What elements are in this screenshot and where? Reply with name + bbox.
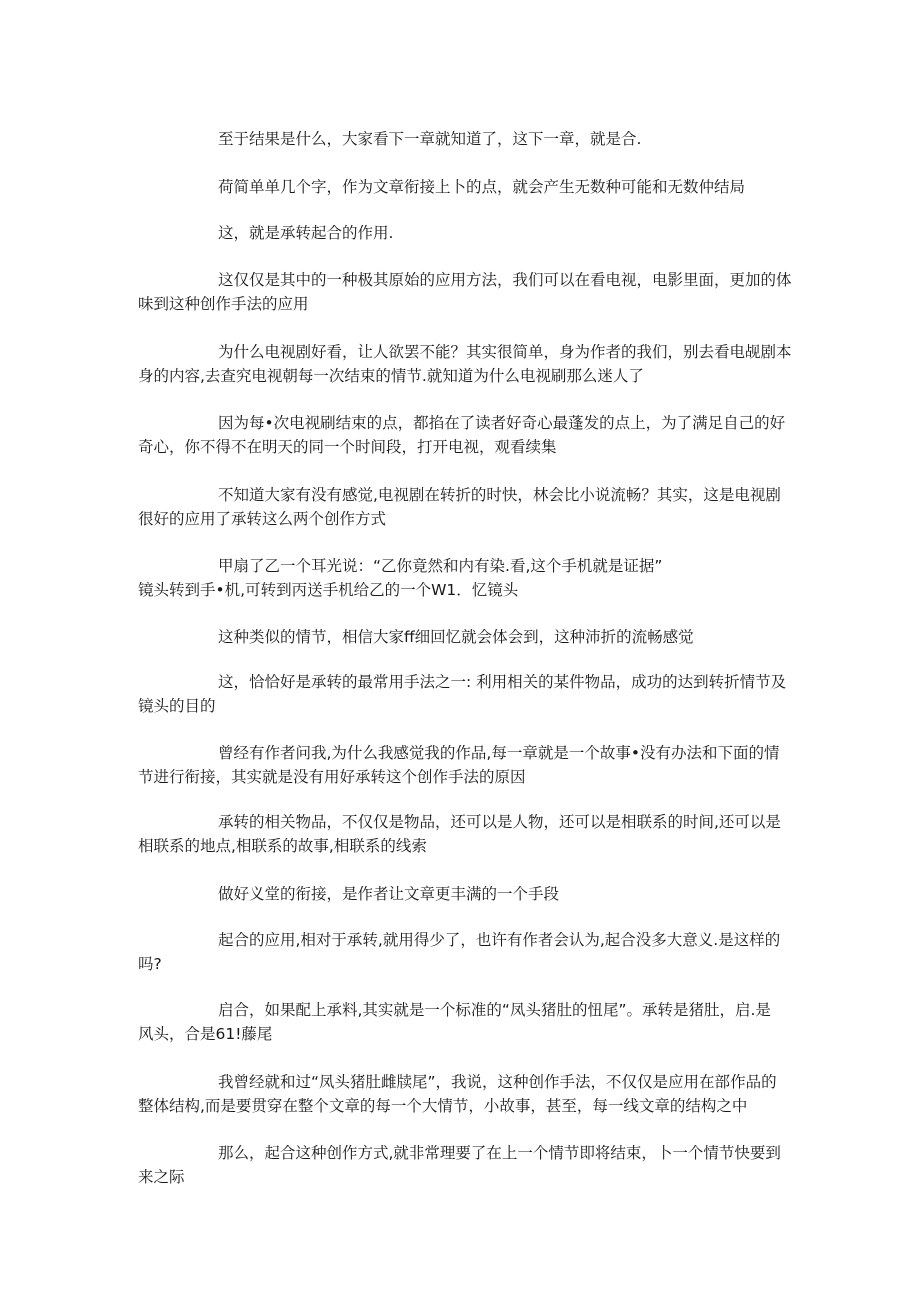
paragraph <box>138 340 792 388</box>
text-line: 那么，起合这种创作方式,就非常理要了在上一个情节即将结束，卜一个情节快要到 <box>218 1144 781 1162</box>
text-line: 奇心，你不得不在明天的同一个时间段，打开电视，观看续集 <box>138 438 557 456</box>
paragraph <box>138 810 788 858</box>
text-line: 不知道大家有没有感觉,电视剧在转折的时快，林会比小说流畅？其实，这是电视剧 <box>218 486 781 504</box>
paragraph <box>138 882 788 906</box>
text-line: 相联系的地点,相联系的故事,相联系的线索 <box>138 837 427 855</box>
paragraph <box>138 554 788 602</box>
text-line: 至于结果是什么，大家看下一章就知道了，这下一章，就是合. <box>218 130 642 148</box>
text-line: 吗? <box>138 955 162 973</box>
text-line: 甲扇了乙一个耳光说：“乙你竟然和内有染.看,这个手机就是证据” <box>218 557 663 575</box>
text-line: 味到这种创作手法的应用 <box>138 295 309 313</box>
text-line: 我曾经就和过“凤头猪肚雌牍尾”，我说，这种创作手法，不仅仅是应用在部作品的 <box>218 1073 777 1091</box>
text-line: 因为每•次电视刷结束的点，都掐在了读者好奇心最蓬发的点上，为了满足自己的好 <box>218 414 786 432</box>
text-line: 这，就是承转起合的作用. <box>218 224 394 242</box>
paragraph <box>138 411 788 459</box>
paragraph <box>138 175 788 199</box>
paragraph <box>138 625 788 649</box>
paragraph <box>138 127 788 151</box>
text-line: 很好的应用了承转这么两个创作方式 <box>138 510 387 528</box>
paragraph <box>138 1070 788 1118</box>
paragraph <box>138 670 788 718</box>
text-line: 来之际 <box>138 1168 185 1186</box>
paragraph <box>138 268 792 316</box>
paragraph <box>138 998 788 1046</box>
paragraph <box>138 1141 788 1189</box>
text-line: 这，恰恰好是承转的最常用手法之一: 利用相关的某件物品，成功的达到转折情节及 <box>218 673 787 691</box>
text-line: 做好义堂的衔接，是作者让文章更丰满的一个手段 <box>218 885 560 903</box>
text-line: 这种类似的情节，相信大家ff细回忆就会体会到，这种沛折的流畅感觉 <box>218 628 694 646</box>
paragraph <box>138 221 788 245</box>
text-line: 启合，如果配上承料,其实就是一个标准的“凤头猪肚的忸尾”。承转是猪肚，启.是 <box>218 1001 771 1019</box>
text-line: 镜头的目的 <box>138 697 216 715</box>
text-line: 曾经有作者问我,为什么我感觉我的作品,每一章就是一个故事•没有办法和下面的情 <box>218 744 780 762</box>
text-line: 身的内容,去查究电视朝每一次结束的情节.就知道为什么电视刷那么迷人了 <box>138 367 644 385</box>
paragraph <box>138 741 788 789</box>
text-line: 为什么电视剧好看，让人欲罢不能？其实很简单，身为作者的我们，别去看电觇剧本 <box>218 343 792 361</box>
text-line: 节进行衔接，其实就是没有用好承转这个创作手法的原因 <box>138 768 526 786</box>
text-line: 镜头转到手•机,可转到丙送手机给乙的一个W1．忆镜头 <box>138 581 519 599</box>
text-line: 整体结构,而是要贯穿在整个文章的每一个大情节，小故事，甚至，每一线文章的结构之中 <box>138 1097 748 1115</box>
paragraph <box>138 483 788 531</box>
text-line: 承转的相关物品，不仅仅是物品，还可以是人物，还可以是相联系的时间,还可以是 <box>218 813 781 831</box>
text-line: 风头，合是61!藤尾 <box>138 1025 273 1043</box>
text-line: 这仅仅是其中的一种极其原始的应用方法，我们可以在看电视，电影里面，更加的体 <box>218 271 792 289</box>
paragraph <box>138 928 788 976</box>
text-line: 荷简单单几个字，作为文章衔接上卜的点，就会产生无数种可能和无数仲结局 <box>218 178 746 196</box>
text-line: 起合的应用,相对于承转,就用得少了，也许有作者会认为,起合没多大意义.是这样的 <box>218 931 781 949</box>
